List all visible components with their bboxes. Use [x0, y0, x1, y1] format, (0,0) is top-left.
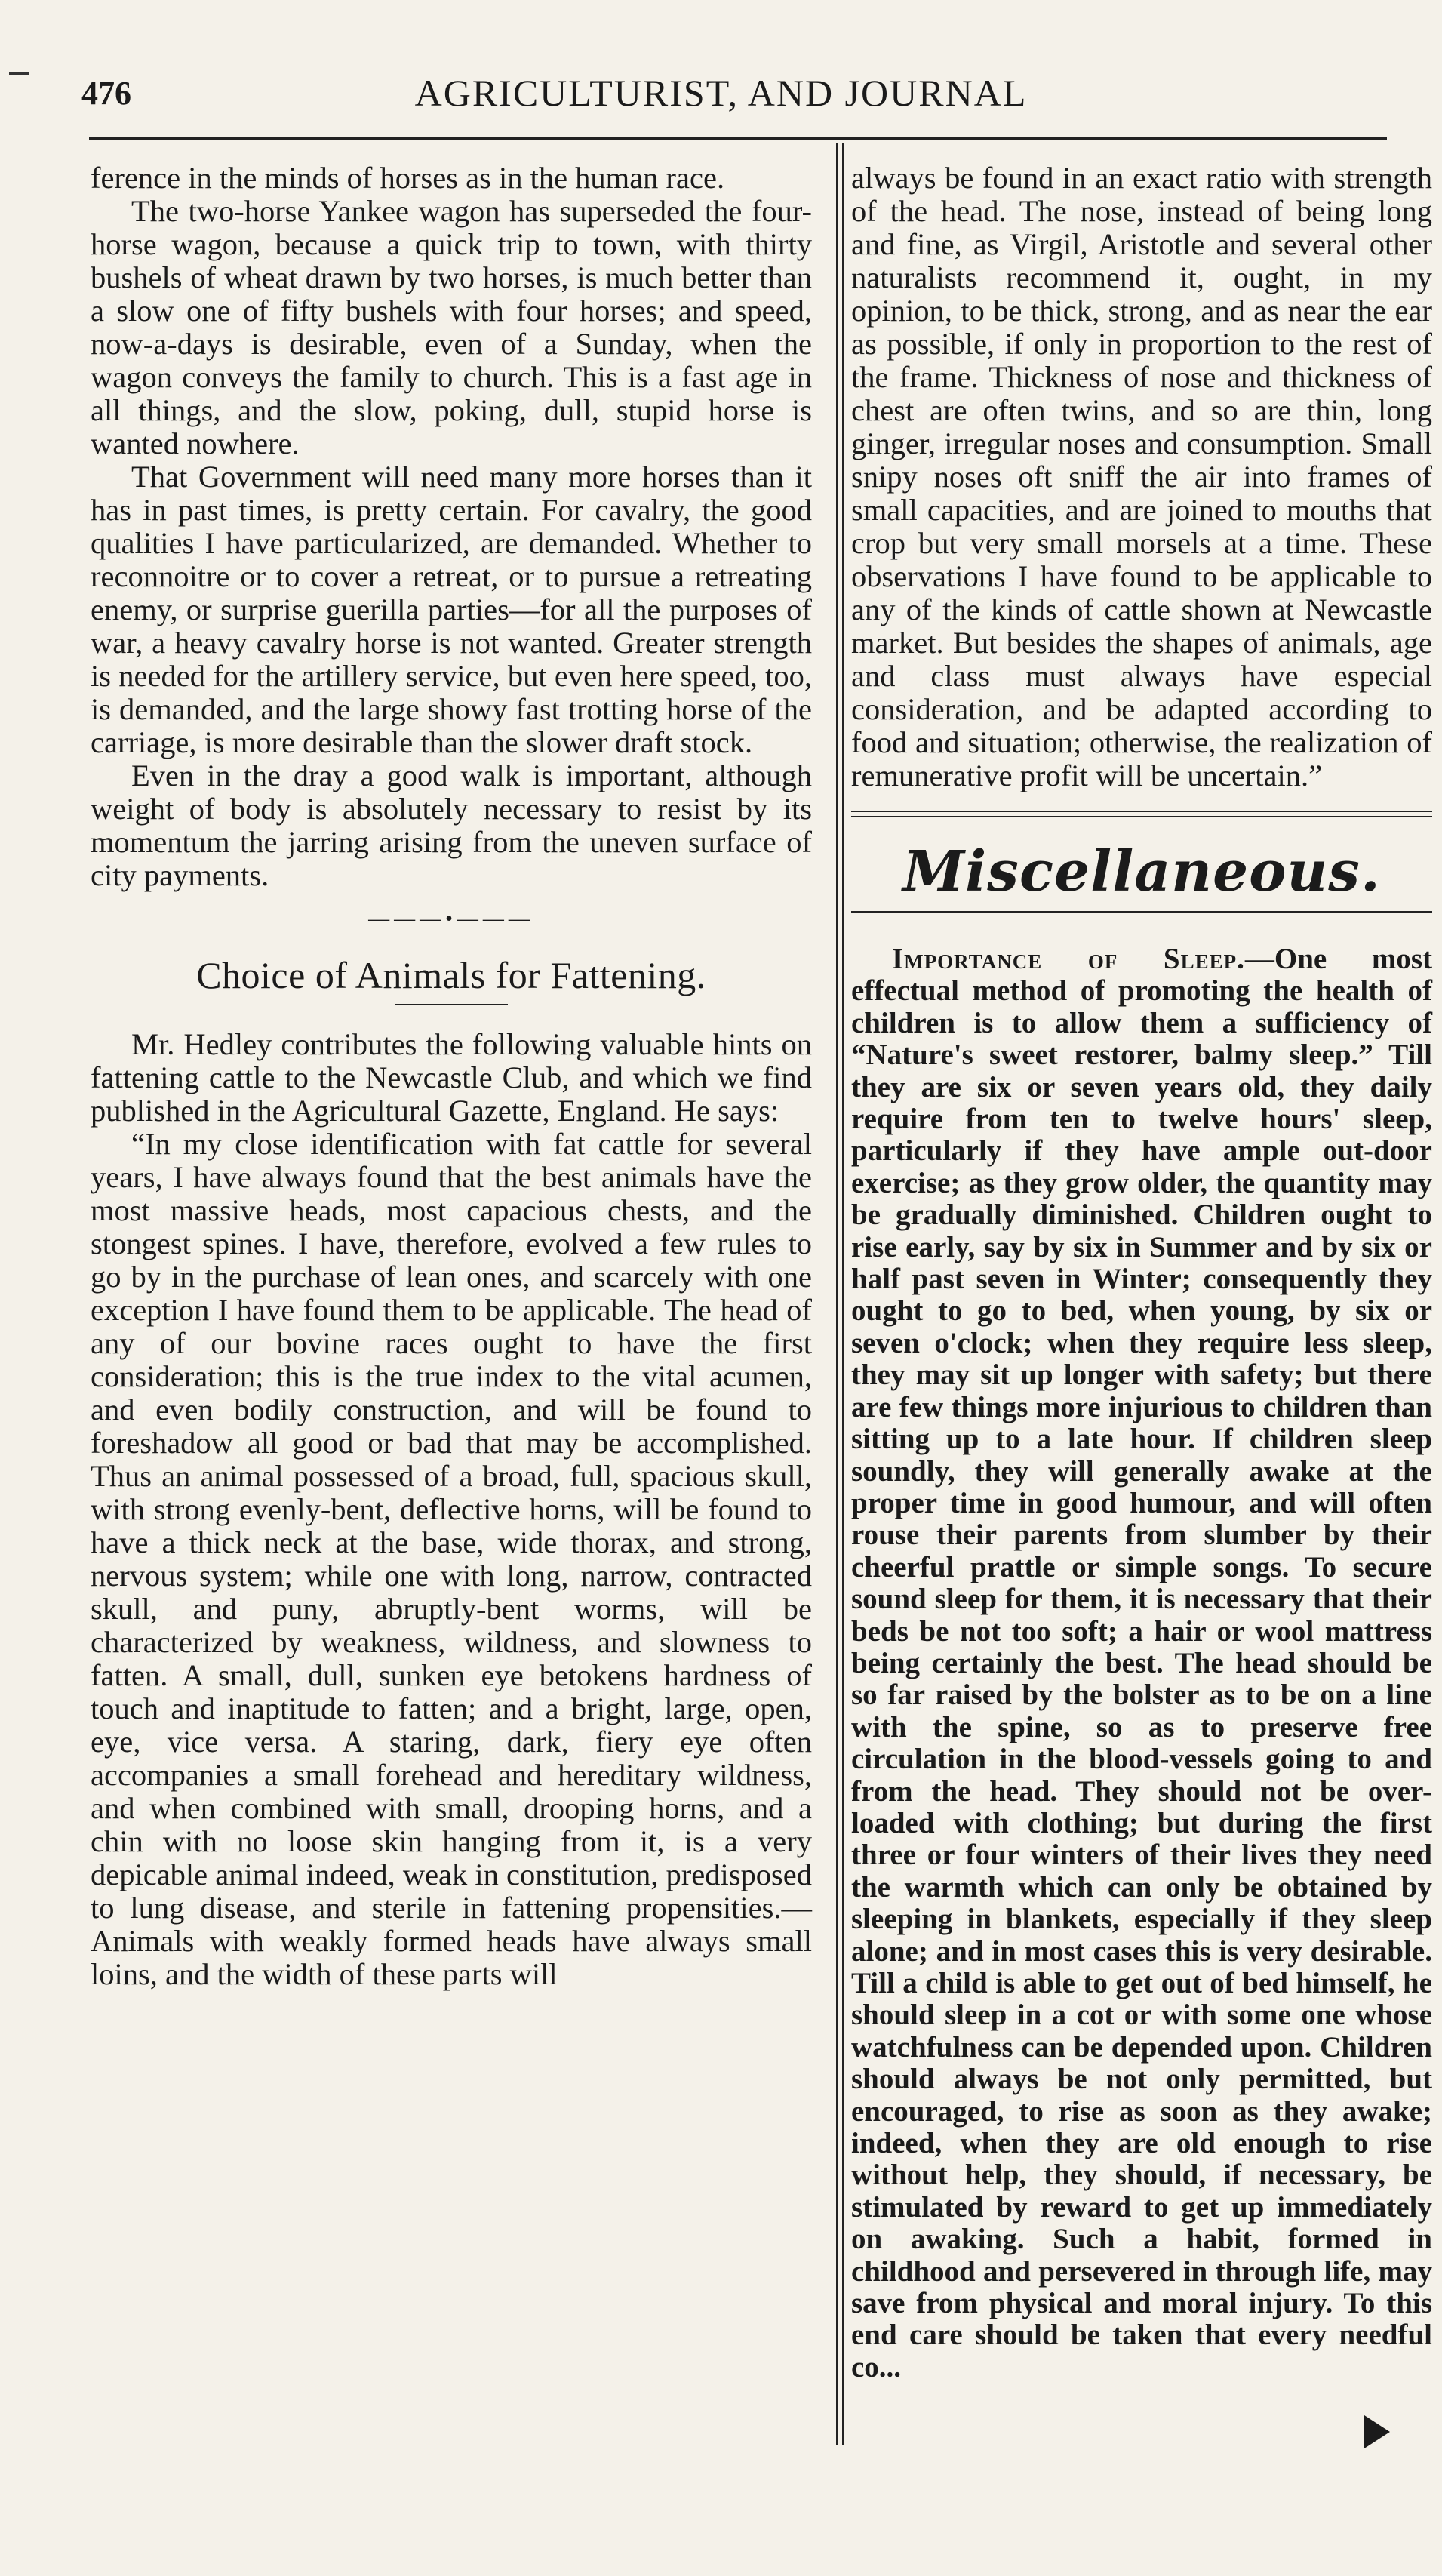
section-divider: ———•——— — [368, 907, 534, 931]
running-head: AGRICULTURIST, AND JOURNAL — [414, 72, 1028, 114]
header-rule — [89, 137, 1387, 140]
paragraph: Mr. Hedley contributes the following valuable hints on fattening cattle to the Newcastle Club, and which we find published in the Agricultural Gazette, England. He says: — [91, 1027, 812, 1128]
paragraph: The two-horse Yankee wagon has superseded the four-horse wagon, because a quick trip to town, with thirty bushels of wheat drawn by two horses, is much better than a slow one of fifty bushels with four horses; and speed, now-a-days is desirable, even of a Sunday, when the wagon conveys the family to church. This is a fast age in all things, and the slow, poking, dull, stupid horse is wanted nowhere. — [91, 194, 812, 460]
paragraph: always be found in an exact ratio with strength of the head. The nose, instead of being long and fine, as Virgil, Aristotle and several other naturalists recommend it, ought, in my opinion, to be thick, strong, and as near the ear as possible, if only in proportion to the rest of the frame. Thickness of nose and thickness of chest are often twins, and so are thin, long ginger, irregular noses and consumption. Small snipy noses oft sniff the air into frames of small capacities, and are joined to mouths that crop but very small morsels at a time. These observations I have found to be applicable to any of the kinds of cattle shown at Newcastle market. But besides the shapes of animals, age and class must always have especial consideration, and be adapted according to food and situation; otherwise, the realization of remunerative profit will be uncertain.” — [851, 161, 1432, 792]
heading-rule — [851, 911, 1432, 913]
section-title: Choice of Animals for Fattening. — [196, 954, 706, 996]
continuation-arrow-icon — [1364, 2415, 1390, 2448]
right-column — [851, 162, 1432, 2384]
run-in-heading: Importance of Sleep. — [892, 943, 1245, 975]
paragraph: Even in the dray a good walk is important, although weight of body is absolutely necessary to resist by its momentum the jarring arising from the uneven surface of city payments. — [91, 759, 812, 892]
left-column — [91, 162, 812, 1991]
miscellaneous-paragraph — [851, 943, 1432, 2384]
miscellaneous-heading: Miscellaneous. — [902, 839, 1381, 904]
miscellaneous-text: —One most effectual method of promoting the health of children is to allow them a sufficiency of “Nature's sweet restorer, balmy sleep.” Till they are six or seven years old, they daily require from ten to twelve hours' sleep, particularly if they have ample out-door exercise; as they grow older, the quantity may be gradually diminished. Children ought to rise early, say by six in Summer and by six or half past seven in Winter; consequently they ought to go to bed, when young, by six or seven o'clock; when they require less sleep, they may sit up longer with safety; but there are few things more injurious to children than sitting up to a late hour. If children sleep soundly, they will generally awake at the proper time in good humour, and will often rouse their parents from slumber by their cheerful prattle or simple songs. To secure sound sleep for them, it is necessary that their beds be not too soft; a hair or wool mattress being certainly the best. The head should be so far raised by the bolster as to be on a line with the spine, so as to preserve free circulation in the blood-vessels going to and from the head. They should not be over-loaded with clothing; but during the first three or four winters of their lives they need the warmth which can only be obtained by sleeping in blankets, especially if they sleep alone; and in most cases this is very desirable. Till a child is able to get out of bed himself, he should sleep in a cot or with some one whose watchfulness can be depended upon. Children should always be not only permitted, but encouraged, to rise as soon as they awake; indeed, when they are old enough to rise without help, they should, if necessary, be stimulated by reward to get up immediately on awaking. Such a habit, formed in childhood and persevered in through life, may save from physical and moral injury. To this end care should be taken that every needful co... — [851, 943, 1432, 2384]
paragraph: That Government will need many more horses than it has in past times, is pretty certain. For cavalry, the good qualities I have particularized, are demanded. Whether to reconnoitre or to cover a retreat, or to pursue a retreating enemy, or surprise guerilla parties—for all the purposes of war, a heavy cavalry horse is not wanted. Greater strength is needed for the artillery service, but even here speed, too, is demanded, and the large showy fast trotting horse of the carriage, is more desirable than the slower draft stock. — [91, 460, 812, 759]
paragraph: ference in the minds of horses as in the human race. — [91, 161, 725, 195]
column-divider — [836, 143, 844, 2445]
section-separator — [851, 811, 1432, 817]
quoted-paragraph: “In my close identification with fat cattle for several years, I have always found that the best animals have the most massive heads, most capacious chests, and the stongest spines. I have, therefore, evolved a few rules to go by in the purchase of lean ones, and scarcely with one exception I have found them to be applicable. The head of any of our bovine races ought to have the first consideration; this is the true index to the vital acumen, and even bodily construction, and will be found to foreshadow all good or bad that may be accomplished. Thus an animal possessed of a broad, full, spacious skull, with strong evenly-bent, deflective horns, will be found to have a thick neck at the base, wide thorax, and strong, nervous system; while one with long, narrow, contracted skull, and puny, abruptly-bent worms, will be characterized by weakness, wildness, and slowness to fatten. A small, dull, sunken eye betokens hardness of touch and inaptitude to fatten; and a bright, large, open, eye, vice versa. A staring, dark, fiery eye often accompanies a small forehead and hereditary wildness, and when combined with small, drooping horns, and a chin with no loose skin hanging from it, is a very depicable animal indeed, weak in constitution, predisposed to lung disease, and sterile in fattening propensities.—Animals with weakly formed heads have always small loins, and the width of these parts will — [91, 1127, 812, 1991]
title-underline — [395, 1004, 508, 1005]
page-number: 476 — [81, 75, 131, 112]
